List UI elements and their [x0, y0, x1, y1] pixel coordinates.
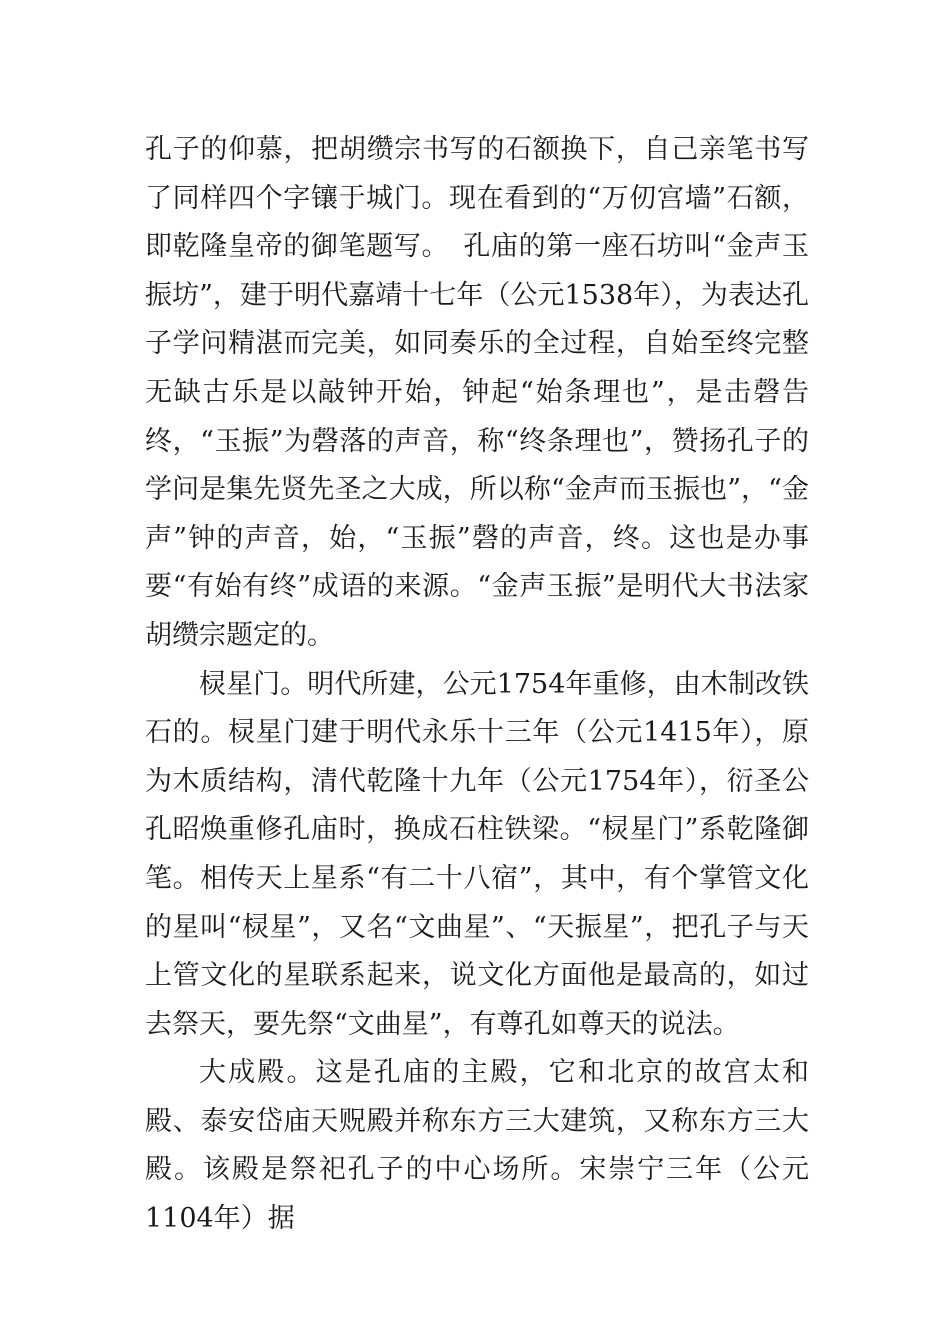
paragraph-1: 孔子的仰慕，把胡缵宗书写的石额换下，自己亲笔书写了同样四个字镶于城门。现在看到的“万仞宫墙”石额，即乾隆皇帝的御笔题写。 孔庙的第一座石坊叫“金声玉振坊”，建于明代嘉靖十七年（公元1538年），为表达孔子学问精湛而完美，如同奏乐的全过程，自始至终完整无缺古乐是以敲钟开始，钟起“始条理也”，是击磬告终，“玉振”为磬落的声音，称“终条理也”，赞扬孔子的学问是集先贤先圣之大成，所以称“金声而玉振也”，“金声”钟的声音，始，“玉振”磬的声音，终。这也是办事要“有始有终”成语的来源。“金声玉振”是明代大书法家胡缵宗题定的。	[145, 134, 809, 651]
paragraph-3: 大成殿。这是孔庙的主殿，它和北京的故宫太和殿、泰安岱庙天贶殿并称东方三大建筑，又称东方三大殿。该殿是祭祀孔子的中心场所。宋崇宁三年（公元1104年）据	[145, 1057, 809, 1235]
paragraph-2: 棂星门。明代所建，公元1754年重修，由木制改铁石的。棂星门建于明代永乐十三年（公元1415年），原为木质结构，清代乾隆十九年（公元1754年），衍圣公孔昭焕重修孔庙时，换成石柱铁梁。“棂星门”系乾隆御笔。相传天上星系“有二十八宿”，其中，有个掌管文化的星叫“棂星”，又名“文曲星”、“天振星”，把孔子与天上管文化的星联系起来，说文化方面他是最高的，如过去祭天，要先祭“文曲星”，有尊孔如尊天的说法。	[145, 668, 809, 1040]
body-text	[145, 126, 809, 1244]
